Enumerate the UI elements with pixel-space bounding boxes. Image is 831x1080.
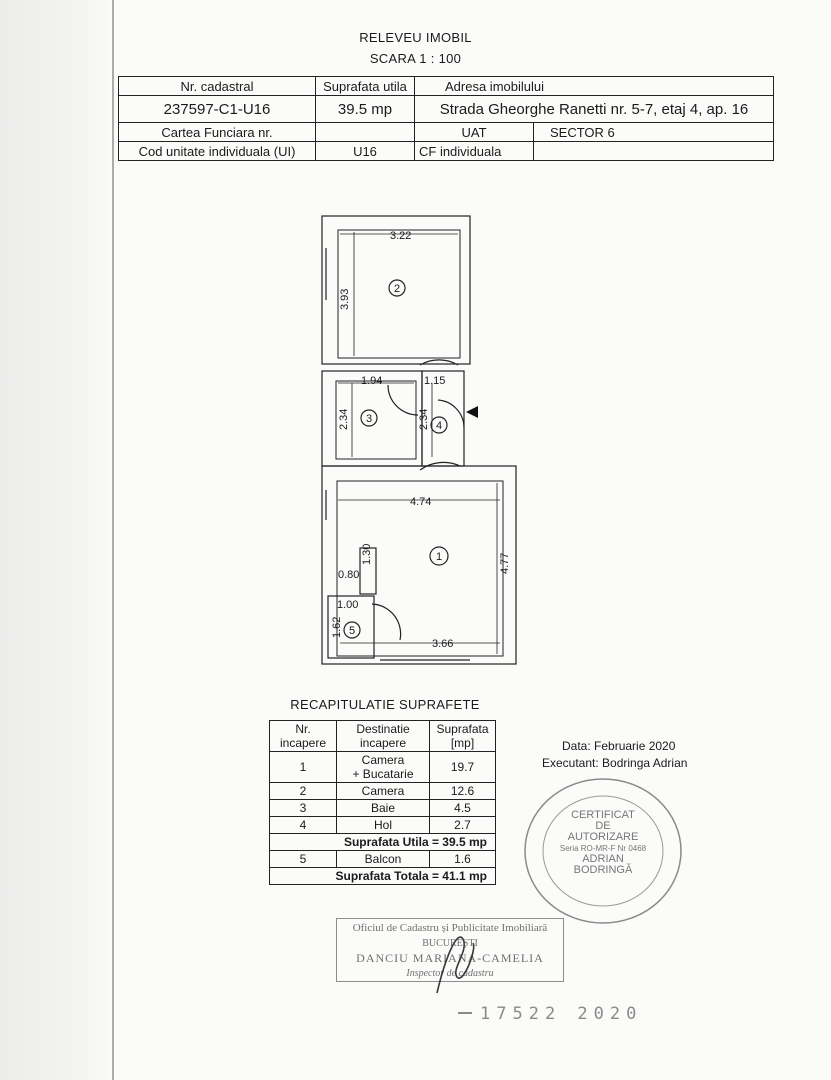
stamp-line-5: ADRIAN <box>582 853 624 865</box>
cadastre-stamp-name: DANCIU MARIANA-CAMELIA <box>356 951 544 965</box>
dim-label-366: 3.66 <box>432 638 454 650</box>
row-dest: Balcon <box>337 851 430 868</box>
row-sup: 12.6 <box>430 783 496 800</box>
dim-label-234a: 2.34 <box>338 408 350 430</box>
dim-label-474: 4.74 <box>410 496 432 508</box>
address-value: Strada Gheorghe Ranetti nr. 5-7, etaj 4, ap. 16 <box>415 96 774 123</box>
stamp-line-1: CERTIFICAT <box>571 809 635 821</box>
dim-label-080: 0.80 <box>338 569 360 581</box>
cadastre-stamp-role: Inspector de cadastru <box>406 968 494 979</box>
authorization-stamp <box>522 776 684 926</box>
dim-label-322: 3.22 <box>390 230 412 242</box>
document-title: RELEVEU IMOBIL <box>359 30 472 45</box>
room-3-number: 3 <box>366 413 373 425</box>
executant-label: Executant: Bodringa Adrian <box>542 756 688 770</box>
room-1-number: 1 <box>436 551 443 563</box>
dim-label-115: 1.15 <box>424 375 446 387</box>
col-cadastral: Nr. cadastral <box>119 77 316 96</box>
dim-label-162: 1.62 <box>331 616 343 638</box>
cadastre-stamp-city: BUCUREȘTI <box>422 938 478 949</box>
suprafata-totala: Suprafata Totala = 41.1 mp <box>270 868 496 885</box>
cadastre-stamp <box>336 918 564 982</box>
dim-label-234b: 2.34 <box>418 408 430 430</box>
stamp-line-4: Seria RO-MR-F Nr 0468 <box>559 844 647 853</box>
recap-title: RECAPITULATIE SUPRAFETE <box>290 697 480 712</box>
ui-value: U16 <box>316 142 415 161</box>
row-nr: 4 <box>270 817 337 834</box>
row-nr: 5 <box>270 851 337 868</box>
room-5-number: 5 <box>349 625 356 637</box>
date-label: Data: Februarie 2020 <box>562 739 676 753</box>
head-dest-1: Destinatie <box>356 722 410 736</box>
dim-label-393: 3.93 <box>339 288 351 310</box>
cadastral-value: 237597-C1-U16 <box>119 96 316 123</box>
head-sup-2: [mp] <box>450 736 475 750</box>
row-dest: Camera <box>337 783 430 800</box>
dim-label-194: 1.94 <box>361 375 383 387</box>
table-row <box>270 783 496 800</box>
table-row <box>270 752 496 783</box>
dim-label-130: 1.30 <box>361 543 373 565</box>
row-sup: 1.6 <box>430 851 496 868</box>
stamp-line-3: AUTORIZARE <box>567 831 639 843</box>
row-dest: Hol <box>337 817 430 834</box>
table-row <box>270 817 496 834</box>
cf-value <box>316 123 415 142</box>
info-table <box>118 76 774 161</box>
row-sup: 4.5 <box>430 800 496 817</box>
table-row <box>270 851 496 868</box>
row-dest-2: + Bucatarie <box>352 767 414 781</box>
ui-empty <box>534 142 774 161</box>
row-sup: 2.7 <box>430 817 496 834</box>
recap-table <box>269 720 496 885</box>
stamp-line-6: BODRINGĂ <box>573 864 633 876</box>
row-sup: 19.7 <box>430 752 496 783</box>
room-2-number: 2 <box>394 283 401 295</box>
dim-label-477: 4.77 <box>499 552 511 574</box>
col-address: Adresa imobilului <box>415 77 774 96</box>
row-dest-1: Camera <box>361 753 405 767</box>
floor-plan <box>310 200 540 675</box>
stamp-line-2: DE <box>595 820 611 832</box>
binding-edge <box>0 0 118 1080</box>
ui-label: Cod unitate individuala (UI) <box>119 142 316 161</box>
entrance-arrow-icon <box>466 406 478 418</box>
uat-label: UAT <box>415 123 534 142</box>
head-dest-2: incapere <box>359 736 407 750</box>
registration-number: 17522 2020 <box>480 1004 643 1024</box>
table-row <box>270 800 496 817</box>
binding-line <box>112 0 114 1080</box>
row-dest: Baie <box>337 800 430 817</box>
registration-dash <box>458 1012 472 1014</box>
door-swing-2 <box>388 385 418 415</box>
door-swing-5 <box>372 604 401 640</box>
head-nr-2: incapere <box>279 736 327 750</box>
head-sup-1: Suprafata <box>436 722 489 736</box>
room-4-number: 4 <box>436 420 443 432</box>
head-nr-1: Nr. <box>295 722 311 736</box>
uat-value: SECTOR 6 <box>534 123 774 142</box>
row-nr: 3 <box>270 800 337 817</box>
row-nr: 2 <box>270 783 337 800</box>
cadastre-stamp-office: Oficiul de Cadastru și Publicitate Imobiliară <box>352 922 548 934</box>
col-surface: Suprafata utila <box>316 77 415 96</box>
signature-mark <box>427 919 487 999</box>
cf-label: Cartea Funciara nr. <box>119 123 316 142</box>
row-nr: 1 <box>270 752 337 783</box>
surface-value: 39.5 mp <box>316 96 415 123</box>
suprafata-utila: Suprafata Utila = 39.5 mp <box>270 834 496 851</box>
cf-individual: CF individuala <box>415 142 534 161</box>
scale-label: SCARA 1 : 100 <box>369 51 462 66</box>
dim-label-100: 1.00 <box>337 599 359 611</box>
